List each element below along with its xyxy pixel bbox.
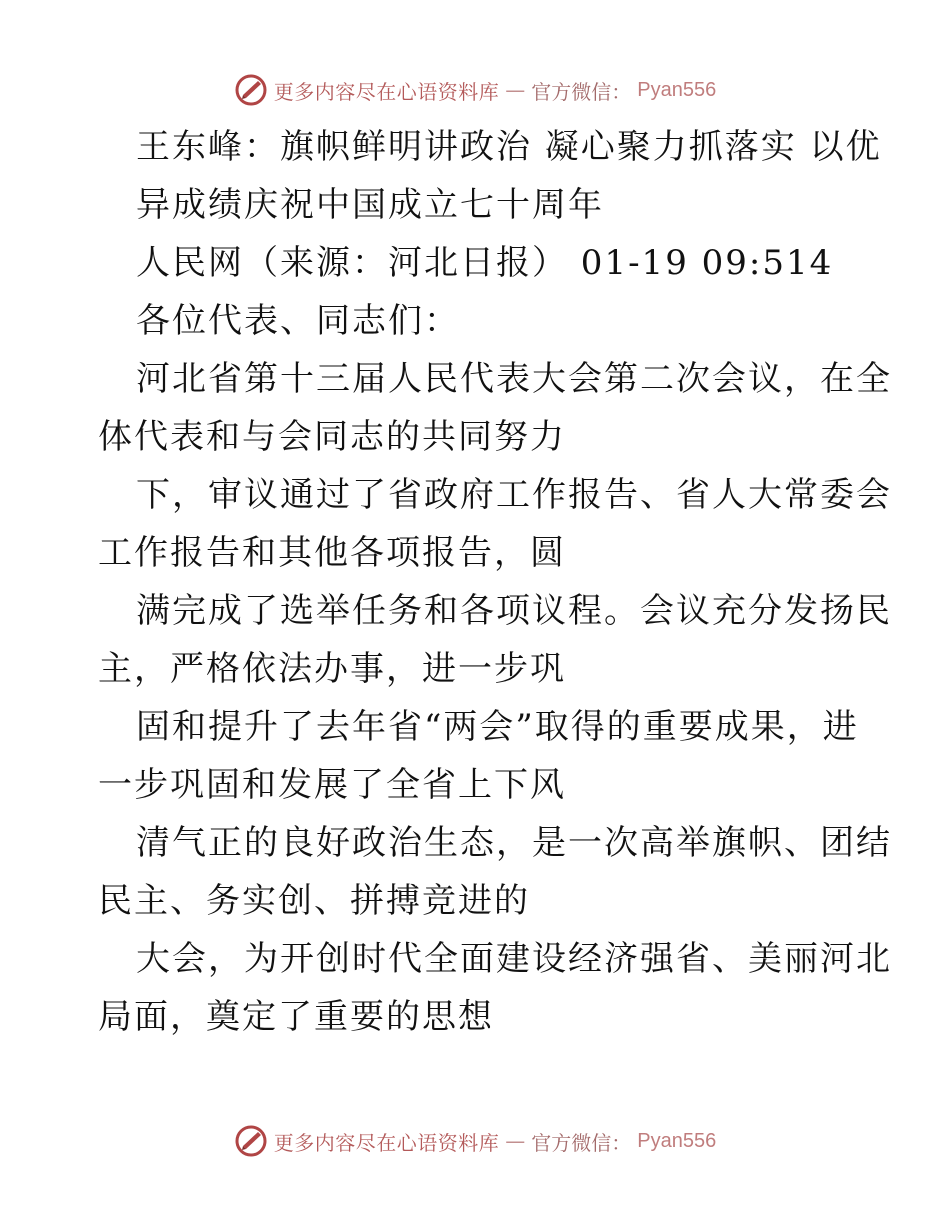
watermark-separator: — [505, 1129, 526, 1153]
paragraph-line: 体代表和与会同志的共同努力 [98, 417, 566, 457]
paragraph-line: 主，严格依法办事，进一步巩 [98, 649, 566, 689]
document-title-line-1: 王东峰：旗帜鲜明讲政治 凝心聚力抓落实 以优 [136, 127, 882, 167]
seal-logo-icon [234, 1124, 268, 1158]
seal-logo-icon [234, 73, 268, 107]
paragraph-line: 清气正的良好政治生态，是一次高举旗帜、团结 [136, 823, 892, 863]
paragraph-line: 满完成了选举任务和各项议程。会议充分发扬民 [136, 591, 892, 631]
document-greeting: 各位代表、同志们： [136, 301, 460, 341]
paragraph-line: 下，审议通过了省政府工作报告、省人大常委会 [136, 475, 892, 515]
paragraph-line: 大会，为开创时代全面建设经济强省、美丽河北 [136, 939, 892, 979]
watermark-text: 更多内容尽在心语资料库 [273, 79, 500, 104]
watermark-id: Pyan556 [637, 1129, 717, 1152]
watermark-header [0, 73, 950, 107]
watermark-official: 官方微信： [531, 79, 632, 104]
document-title-line-2: 异成绩庆祝中国成立七十周年 [136, 185, 604, 225]
paragraph-line: 一步巩固和发展了全省上下风 [98, 765, 566, 805]
watermark-text: 更多内容尽在心语资料库 [273, 1130, 500, 1155]
watermark-official: 官方微信： [531, 1130, 632, 1155]
paragraph-line: 民主、务实创、拼搏竞进的 [98, 881, 530, 921]
watermark-footer [0, 1124, 950, 1158]
document-body [98, 118, 892, 1046]
document-source: 人民网（来源：河北日报） 01-19 09:514 [136, 243, 834, 283]
watermark-separator: — [505, 78, 526, 102]
watermark-id: Pyan556 [637, 78, 717, 101]
paragraph-line: 河北省第十三届人民代表大会第二次会议，在全 [136, 359, 892, 399]
paragraph-line: 固和提升了去年省“两会”取得的重要成果，进 [136, 707, 859, 747]
paragraph-line: 工作报告和其他各项报告，圆 [98, 533, 566, 573]
paragraph-line: 局面，奠定了重要的思想 [98, 997, 494, 1037]
